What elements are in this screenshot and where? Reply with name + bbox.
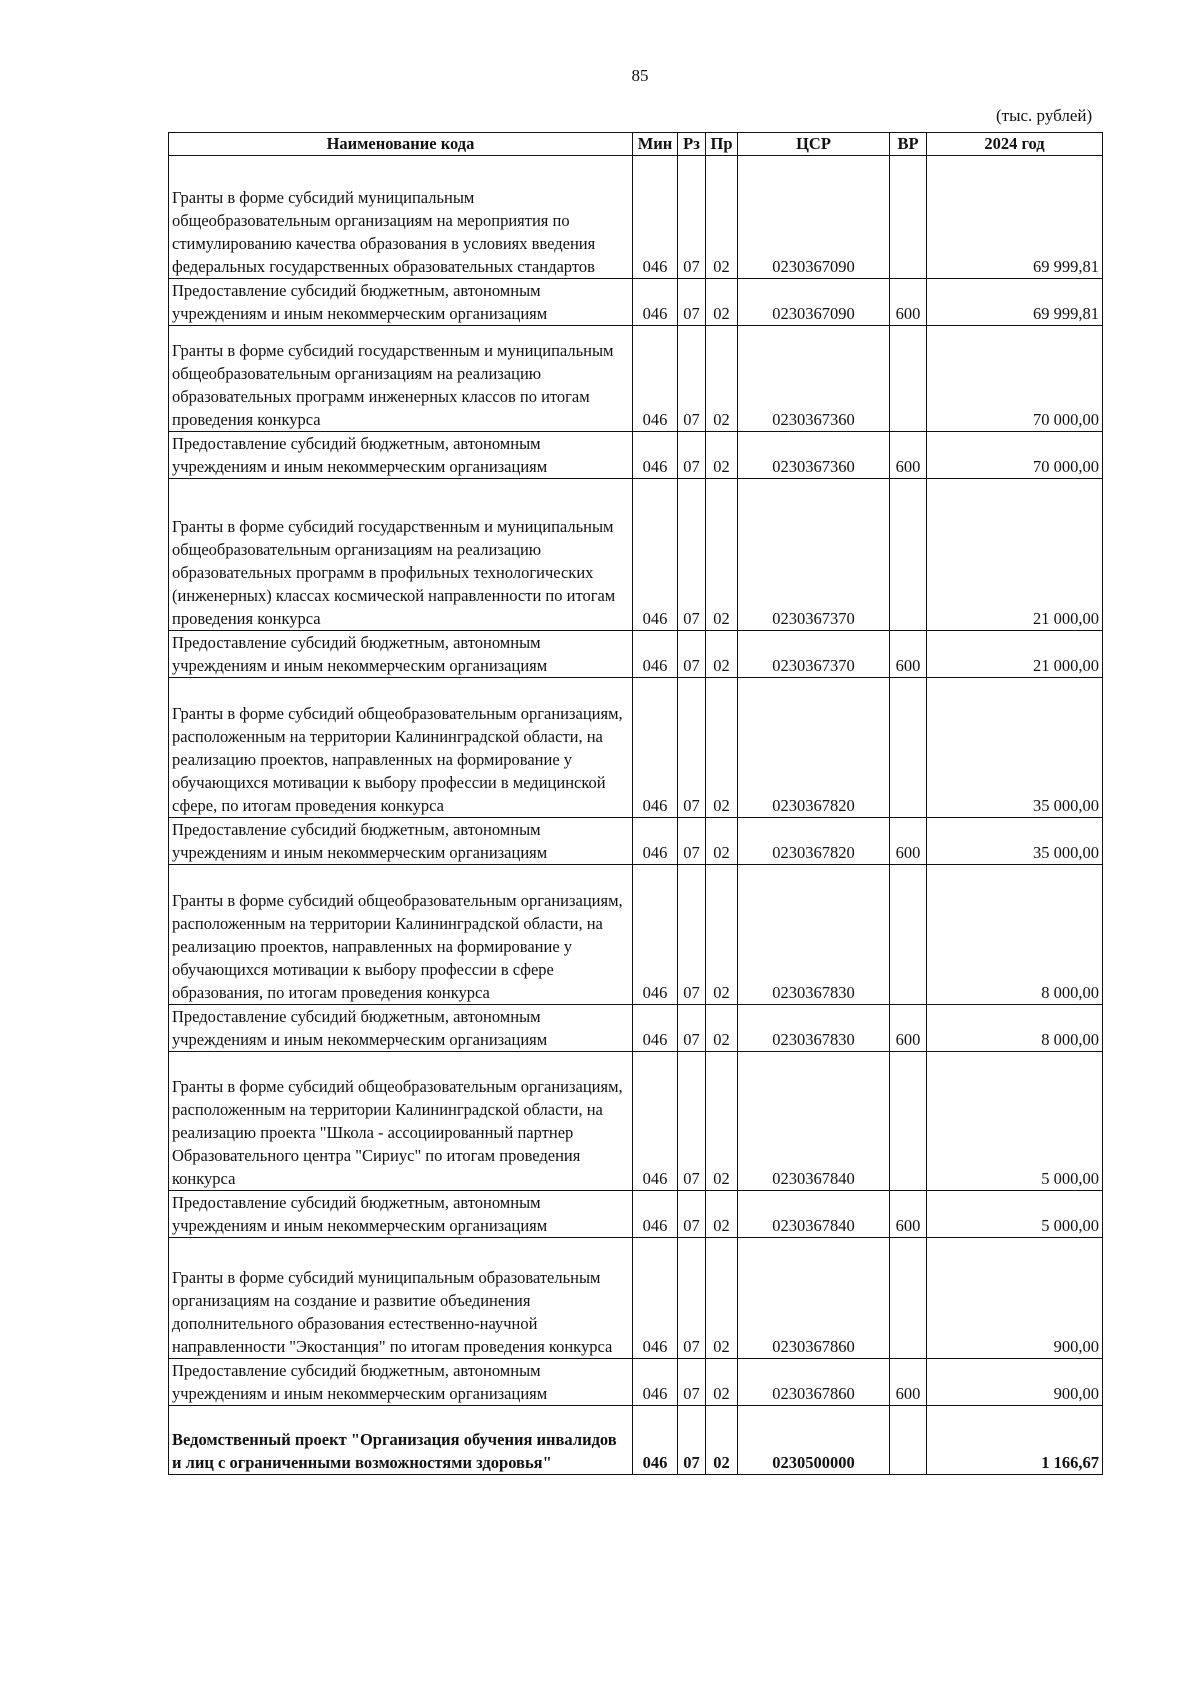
cell-name: Предоставление субсидий бюджетным, автономным учреждениям и иным некоммерческим организациям bbox=[169, 1005, 633, 1052]
cell-csr: 0230367090 bbox=[738, 279, 890, 326]
cell-min: 046 bbox=[633, 432, 678, 479]
cell-amount: 1 166,67 bbox=[927, 1406, 1103, 1475]
cell-min: 046 bbox=[633, 678, 678, 818]
cell-rz: 07 bbox=[678, 479, 706, 631]
table-row bbox=[169, 1005, 1103, 1052]
cell-name: Предоставление субсидий бюджетным, автономным учреждениям и иным некоммерческим организациям bbox=[169, 631, 633, 678]
header-vr: ВР bbox=[890, 133, 927, 156]
cell-amount: 35 000,00 bbox=[927, 818, 1103, 865]
cell-csr: 0230367860 bbox=[738, 1238, 890, 1359]
header-pr: Пр bbox=[706, 133, 738, 156]
cell-rz: 07 bbox=[678, 818, 706, 865]
header-year: 2024 год bbox=[927, 133, 1103, 156]
cell-min: 046 bbox=[633, 1359, 678, 1406]
header-rz: Рз bbox=[678, 133, 706, 156]
cell-min: 046 bbox=[633, 1238, 678, 1359]
table-row bbox=[169, 1052, 1103, 1191]
header-min: Мин bbox=[633, 133, 678, 156]
cell-name: Гранты в форме субсидий общеобразовательным организациям, расположенным на территории Калининградской области, на реализацию проекта "Школа - ассоциированный партнер Образовательного центра "Сириус" по итогам проведения конкурса bbox=[169, 1052, 633, 1191]
cell-amount: 70 000,00 bbox=[927, 326, 1103, 432]
table-row bbox=[169, 279, 1103, 326]
units-note: (тыс. рублей) bbox=[996, 106, 1093, 125]
cell-amount: 5 000,00 bbox=[927, 1191, 1103, 1238]
cell-pr: 02 bbox=[706, 818, 738, 865]
cell-name: Гранты в форме субсидий муниципальным образовательным организациям на создание и развитие объединения дополнительного образования естественно-научной направленности "Экостанция" по итогам проведения конкурса bbox=[169, 1238, 633, 1359]
cell-pr: 02 bbox=[706, 631, 738, 678]
cell-name: Гранты в форме субсидий общеобразовательным организациям, расположенным на территории Калининградской области, на реализацию проектов, направленных на формирование у обучающихся мотивации к выбору профессии в медицинской сфере, по итогам проведения конкурса bbox=[169, 678, 633, 818]
cell-vr bbox=[890, 326, 927, 432]
cell-amount: 35 000,00 bbox=[927, 678, 1103, 818]
cell-min: 046 bbox=[633, 1406, 678, 1475]
cell-vr bbox=[890, 156, 927, 279]
table-row bbox=[169, 432, 1103, 479]
cell-min: 046 bbox=[633, 818, 678, 865]
table-row bbox=[169, 631, 1103, 678]
cell-pr: 02 bbox=[706, 432, 738, 479]
cell-amount: 8 000,00 bbox=[927, 1005, 1103, 1052]
cell-amount: 900,00 bbox=[927, 1238, 1103, 1359]
page-number: 85 bbox=[631, 66, 649, 85]
cell-vr bbox=[890, 678, 927, 818]
cell-rz: 07 bbox=[678, 326, 706, 432]
cell-csr: 0230367360 bbox=[738, 432, 890, 479]
cell-min: 046 bbox=[633, 479, 678, 631]
cell-vr bbox=[890, 1052, 927, 1191]
cell-min: 046 bbox=[633, 1005, 678, 1052]
cell-min: 046 bbox=[633, 1052, 678, 1191]
cell-vr bbox=[890, 865, 927, 1005]
cell-name: Гранты в форме субсидий муниципальным общеобразовательным организациям на мероприятия по стимулированию качества образования в условиях введения федеральных государственных образовательных стандартов bbox=[169, 156, 633, 279]
cell-rz: 07 bbox=[678, 1238, 706, 1359]
cell-amount: 70 000,00 bbox=[927, 432, 1103, 479]
cell-vr: 600 bbox=[890, 818, 927, 865]
cell-rz: 07 bbox=[678, 1052, 706, 1191]
cell-min: 046 bbox=[633, 1191, 678, 1238]
cell-name: Предоставление субсидий бюджетным, автономным учреждениям и иным некоммерческим организациям bbox=[169, 432, 633, 479]
cell-min: 046 bbox=[633, 326, 678, 432]
cell-csr: 0230367840 bbox=[738, 1191, 890, 1238]
table-row bbox=[169, 818, 1103, 865]
table-row bbox=[169, 326, 1103, 432]
cell-vr: 600 bbox=[890, 631, 927, 678]
cell-rz: 07 bbox=[678, 432, 706, 479]
cell-rz: 07 bbox=[678, 1359, 706, 1406]
cell-csr: 0230367830 bbox=[738, 865, 890, 1005]
cell-pr: 02 bbox=[706, 156, 738, 279]
budget-table bbox=[168, 132, 1103, 1475]
cell-vr bbox=[890, 1238, 927, 1359]
table-row bbox=[169, 865, 1103, 1005]
cell-vr bbox=[890, 1406, 927, 1475]
cell-name: Ведомственный проект "Организация обучения инвалидов и лиц с ограниченными возможностями здоровья" bbox=[169, 1406, 633, 1475]
cell-vr bbox=[890, 479, 927, 631]
cell-pr: 02 bbox=[706, 865, 738, 1005]
cell-pr: 02 bbox=[706, 1359, 738, 1406]
cell-min: 046 bbox=[633, 279, 678, 326]
cell-name: Предоставление субсидий бюджетным, автономным учреждениям и иным некоммерческим организациям bbox=[169, 279, 633, 326]
table-row bbox=[169, 1406, 1103, 1475]
cell-pr: 02 bbox=[706, 1406, 738, 1475]
cell-rz: 07 bbox=[678, 631, 706, 678]
cell-pr: 02 bbox=[706, 1005, 738, 1052]
cell-csr: 0230367840 bbox=[738, 1052, 890, 1191]
header-name: Наименование кода bbox=[169, 133, 633, 156]
cell-csr: 0230367830 bbox=[738, 1005, 890, 1052]
cell-amount: 900,00 bbox=[927, 1359, 1103, 1406]
cell-pr: 02 bbox=[706, 1191, 738, 1238]
cell-rz: 07 bbox=[678, 279, 706, 326]
cell-amount: 69 999,81 bbox=[927, 156, 1103, 279]
cell-pr: 02 bbox=[706, 678, 738, 818]
table-row bbox=[169, 1359, 1103, 1406]
cell-csr: 0230367370 bbox=[738, 631, 890, 678]
cell-vr: 600 bbox=[890, 432, 927, 479]
cell-pr: 02 bbox=[706, 1052, 738, 1191]
cell-amount: 8 000,00 bbox=[927, 865, 1103, 1005]
cell-csr: 0230367090 bbox=[738, 156, 890, 279]
cell-pr: 02 bbox=[706, 326, 738, 432]
cell-csr: 0230367370 bbox=[738, 479, 890, 631]
cell-vr: 600 bbox=[890, 279, 927, 326]
cell-vr: 600 bbox=[890, 1359, 927, 1406]
cell-csr: 0230367360 bbox=[738, 326, 890, 432]
cell-csr: 0230367860 bbox=[738, 1359, 890, 1406]
cell-pr: 02 bbox=[706, 279, 738, 326]
table-row bbox=[169, 1238, 1103, 1359]
cell-name: Гранты в форме субсидий общеобразовательным организациям, расположенным на территории Калининградской области, на реализацию проектов, направленных на формирование у обучающихся мотивации к выбору профессии в сфере образования, по итогам проведения конкурса bbox=[169, 865, 633, 1005]
table-row bbox=[169, 479, 1103, 631]
cell-rz: 07 bbox=[678, 1191, 706, 1238]
cell-rz: 07 bbox=[678, 156, 706, 279]
table-header-row bbox=[169, 133, 1103, 156]
cell-name: Гранты в форме субсидий государственным и муниципальным общеобразовательным организациям на реализацию образовательных программ инженерных классов по итогам проведения конкурса bbox=[169, 326, 633, 432]
cell-amount: 69 999,81 bbox=[927, 279, 1103, 326]
cell-amount: 21 000,00 bbox=[927, 479, 1103, 631]
cell-min: 046 bbox=[633, 865, 678, 1005]
cell-csr: 0230500000 bbox=[738, 1406, 890, 1475]
cell-csr: 0230367820 bbox=[738, 678, 890, 818]
cell-vr: 600 bbox=[890, 1005, 927, 1052]
cell-csr: 0230367820 bbox=[738, 818, 890, 865]
cell-amount: 5 000,00 bbox=[927, 1052, 1103, 1191]
cell-pr: 02 bbox=[706, 1238, 738, 1359]
cell-min: 046 bbox=[633, 631, 678, 678]
header-csr: ЦСР bbox=[738, 133, 890, 156]
cell-name: Предоставление субсидий бюджетным, автономным учреждениям и иным некоммерческим организациям bbox=[169, 1191, 633, 1238]
cell-name: Гранты в форме субсидий государственным и муниципальным общеобразовательным организациям на реализацию образовательных программ в профильных технологических (инженерных) классах космической направленности по итогам проведения конкурса bbox=[169, 479, 633, 631]
cell-rz: 07 bbox=[678, 1005, 706, 1052]
cell-name: Предоставление субсидий бюджетным, автономным учреждениям и иным некоммерческим организациям bbox=[169, 818, 633, 865]
table-row bbox=[169, 1191, 1103, 1238]
cell-min: 046 bbox=[633, 156, 678, 279]
cell-pr: 02 bbox=[706, 479, 738, 631]
cell-rz: 07 bbox=[678, 678, 706, 818]
table-row bbox=[169, 678, 1103, 818]
table-body bbox=[169, 156, 1103, 1475]
cell-rz: 07 bbox=[678, 865, 706, 1005]
table-row bbox=[169, 156, 1103, 279]
cell-rz: 07 bbox=[678, 1406, 706, 1475]
cell-amount: 21 000,00 bbox=[927, 631, 1103, 678]
cell-name: Предоставление субсидий бюджетным, автономным учреждениям и иным некоммерческим организациям bbox=[169, 1359, 633, 1406]
cell-vr: 600 bbox=[890, 1191, 927, 1238]
